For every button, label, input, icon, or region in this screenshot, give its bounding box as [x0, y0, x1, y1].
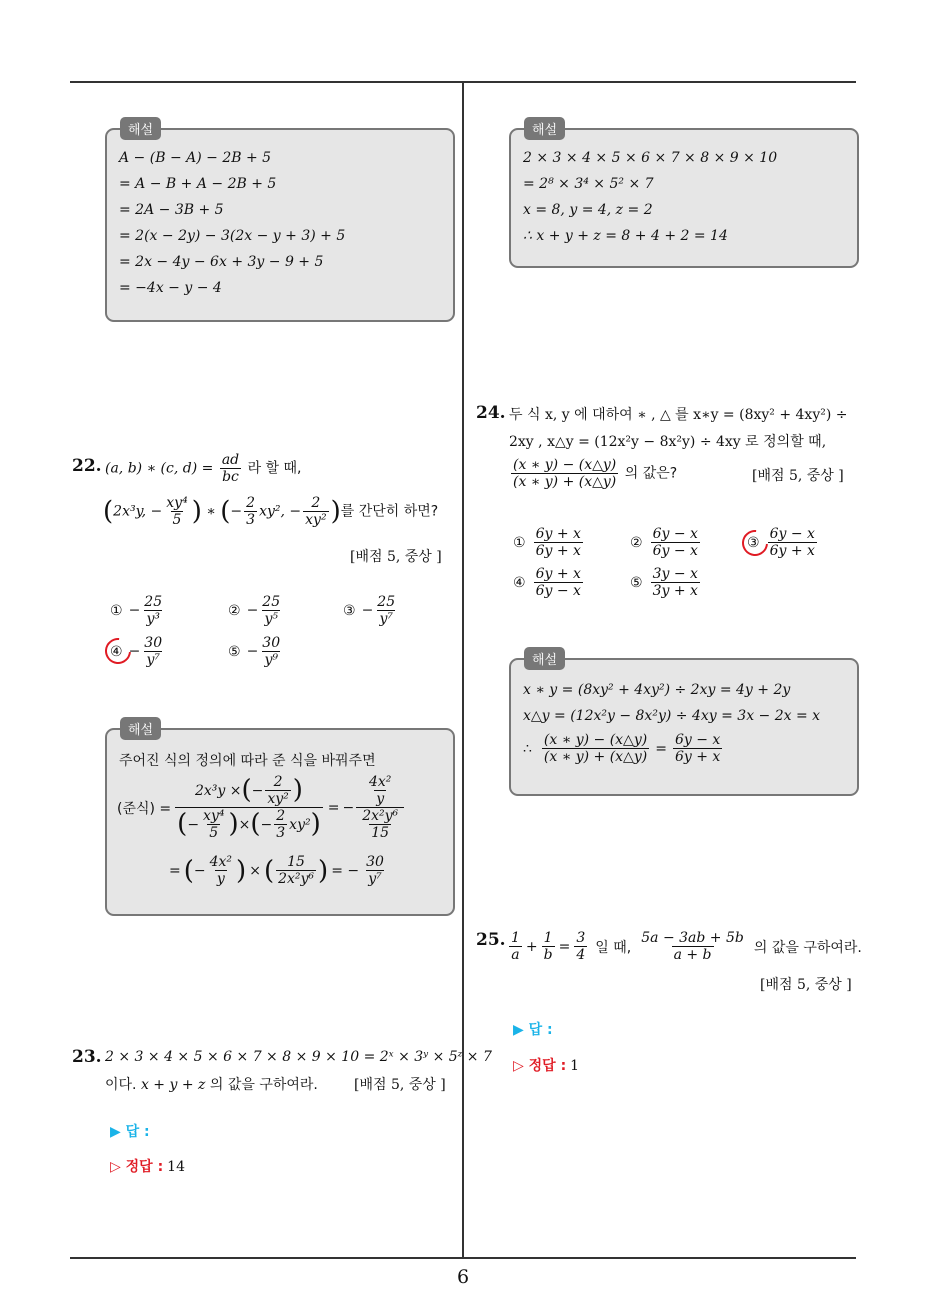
score-label: [배점 5, 중상 ]: [354, 1077, 446, 1093]
option-1[interactable]: ① − $\frac{25}{\text{y³}}$: [110, 594, 163, 628]
solution-line: = ( − $\frac{\text{4x²}}{y}$ ) × ( $\frac{15}{\text{2x²y⁶}}$ ) = − $\frac{30}{\text{y⁷}}$: [169, 854, 384, 888]
question-number: 25.: [476, 930, 506, 950]
solution-line: ∴ x + y + z = 8 + 4 + 2 = 14: [523, 228, 728, 244]
solution-line: = 2A − 3B + 5: [119, 202, 224, 218]
option-1[interactable]: ① $\frac{6y + x}{6y + x}$: [513, 526, 581, 560]
solution-line: x ∗ y = (8xy² + 4xy²) ÷ 2xy = 4y + 2y: [523, 682, 791, 698]
solution-line: x = 8, y = 4, z = 2: [523, 202, 653, 218]
solution-line: ∴ $\frac{(x ∗ y) - (x\triangle y)}{(x ∗ y) + (x\triangle y)}$ = $\frac{6y - x}{6y + x}$: [523, 732, 721, 766]
bottom-rule: [70, 1257, 856, 1259]
option-2[interactable]: ② − $\frac{25}{\text{y⁵}}$: [228, 594, 281, 628]
solution-tag: 해설: [524, 647, 565, 670]
score-label: [배점 5, 중상 ]: [752, 468, 844, 484]
solution-box-24: [509, 653, 859, 796]
option-5[interactable]: ⑤ − $\frac{30}{\text{y⁹}}$: [228, 635, 281, 669]
solution-intro: 주어진 식의 정의에 따라 준 식을 바꿔주면: [119, 753, 376, 769]
solution-tag: 해설: [120, 717, 161, 740]
option-3[interactable]: ③ − $\frac{25}{\text{y⁷}}$: [343, 594, 396, 628]
solution-line: = 2(x − 2y) − 3(2x − y + 3) + 5: [119, 228, 346, 244]
question-22-line1: (a, b) ∗ (c, d) = $\frac{ad}{bc}$ 라 할 때,: [105, 452, 302, 486]
solution-tag: 해설: [120, 117, 161, 140]
question-number: 24.: [476, 403, 506, 423]
solution-box-21: [105, 123, 455, 322]
solution-line: = −4x − y − 4: [119, 280, 222, 296]
column-divider: [462, 82, 464, 1258]
solution-line: = A − B + A − 2B + 5: [119, 176, 277, 192]
question-23-line2: 이다. x + y + z 의 값을 구하여라.: [105, 1077, 318, 1093]
answer-input-label[interactable]: ▶ 답 :: [110, 1124, 150, 1140]
question-24-line3: $\frac{(x ∗ y) - (x\triangle y)}{(x ∗ y) + (x\triangle y)}$ 의 값은?: [513, 457, 678, 491]
solution-tag: 해설: [524, 117, 565, 140]
page-number: 6: [456, 1266, 470, 1288]
question-24-line1: 두 식 x, y 에 대하여 ∗ , △ 를 x∗y = (8xy² + 4xy²) ÷: [509, 407, 848, 423]
question-25-line1: $\frac{1}{a}$ + $\frac{1}{b}$ = $\frac{3}{4}$ 일 때, $\frac{5a - 3ab + 5b}{a + b}$ 의 값을 구하여라.: [511, 930, 862, 964]
option-4[interactable]: ④ − $\frac{30}{\text{y⁷}}$: [110, 635, 163, 669]
option-4[interactable]: ④ $\frac{6y + x}{6y - x}$: [513, 566, 581, 600]
option-3[interactable]: ③ $\frac{6y - x}{6y + x}$: [747, 526, 815, 560]
option-2[interactable]: ② $\frac{6y - x}{6y - x}$: [630, 526, 698, 560]
question-22-line2: (2x³y, − $\frac{\text{xy⁴}}{5}$ ) ∗ (− $\frac{2}{3}$ xy², − $\frac{2}{\text{xy²}}$ )를 간단히 하면?: [103, 495, 439, 529]
solution-line: = 2⁸ × 3⁴ × 5² × 7: [523, 176, 654, 192]
solution-line: = 2x − 4y − 6x + 3y − 9 + 5: [119, 254, 324, 270]
solution-line: (준식) = 2x³y × ( − $\frac{2}{\text{xy²}}$ ) ( − $\frac{\text{xy⁴}}{5}$ ) × ( − $\frac{2}{3}$ xy² ) = − $\frac{\frac{\text{4x²}}{y}}{\frac{\text{2x²y⁶}}{15}}$: [117, 774, 406, 841]
score-label: [배점 5, 중상 ]: [350, 549, 442, 565]
solution-box-22: [105, 723, 455, 916]
answer-input-label[interactable]: ▶ 답 :: [513, 1022, 553, 1038]
question-23-line1: 2 × 3 × 4 × 5 × 6 × 7 × 8 × 9 × 10 = 2ˣ × 3ʸ × 5ᶻ × 7: [105, 1049, 492, 1065]
solution-box-23: [509, 123, 859, 268]
score-label: [배점 5, 중상 ]: [760, 977, 852, 993]
option-5[interactable]: ⑤ $\frac{3y - x}{3y + x}$: [630, 566, 698, 600]
solution-line: A − (B − A) − 2B + 5: [119, 150, 272, 166]
solution-line: 2 × 3 × 4 × 5 × 6 × 7 × 8 × 9 × 10: [523, 150, 778, 166]
question-number: 22.: [72, 456, 102, 476]
question-number: 23.: [72, 1047, 102, 1067]
correct-answer: ▷ 정답 : 14: [110, 1159, 185, 1175]
question-24-line2: 2xy , x△y = (12x²y − 8x²y) ÷ 4xy 로 정의할 때,: [509, 434, 827, 450]
solution-line: x△y = (12x²y − 8x²y) ÷ 4xy = 3x − 2x = x: [523, 708, 821, 724]
correct-answer: ▷ 정답 : 1: [513, 1058, 580, 1074]
